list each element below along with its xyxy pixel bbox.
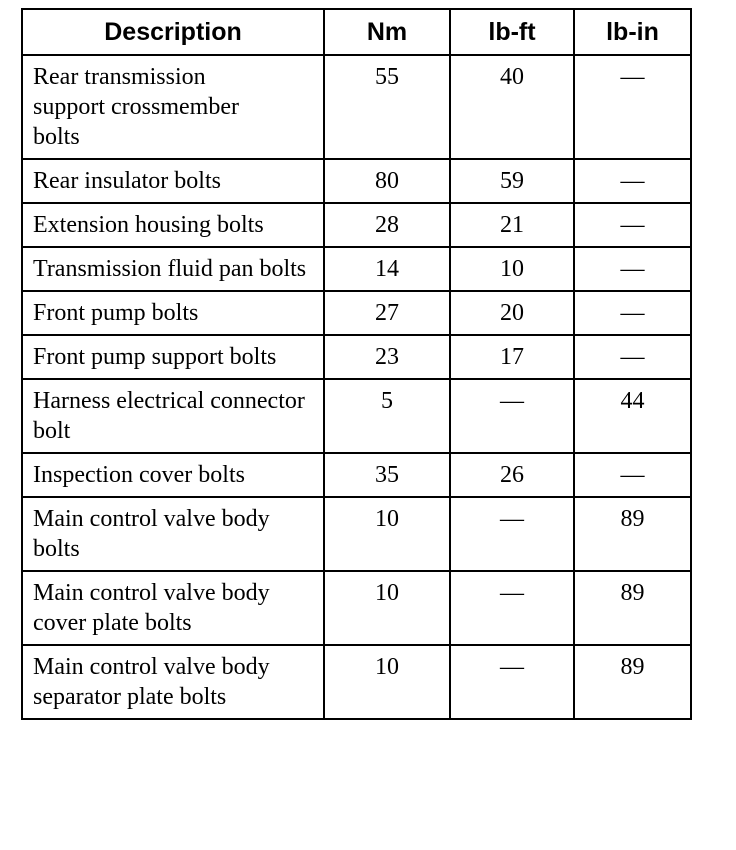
cell-lb-in: 89 bbox=[574, 645, 691, 719]
cell-description: Main control valve body bolts bbox=[22, 497, 324, 571]
cell-nm: 10 bbox=[324, 571, 450, 645]
cell-lb-in: — bbox=[574, 247, 691, 291]
cell-lb-in: — bbox=[574, 335, 691, 379]
cell-nm: 5 bbox=[324, 379, 450, 453]
table-row bbox=[22, 55, 691, 159]
header-description: Description bbox=[22, 9, 324, 55]
cell-lb-ft: — bbox=[450, 571, 574, 645]
cell-description: Main control valve body separator plate bolts bbox=[22, 645, 324, 719]
cell-description: Front pump bolts bbox=[22, 291, 324, 335]
cell-description: Inspection cover bolts bbox=[22, 453, 324, 497]
header-lb-in: lb-in bbox=[574, 9, 691, 55]
table-row bbox=[22, 571, 691, 645]
table-row bbox=[22, 379, 691, 453]
cell-description: Harness electrical connector bolt bbox=[22, 379, 324, 453]
cell-nm: 10 bbox=[324, 497, 450, 571]
header-row bbox=[22, 9, 691, 55]
cell-nm: 28 bbox=[324, 203, 450, 247]
table-row bbox=[22, 645, 691, 719]
cell-lb-ft: — bbox=[450, 645, 574, 719]
table-row bbox=[22, 247, 691, 291]
cell-nm: 35 bbox=[324, 453, 450, 497]
cell-nm: 10 bbox=[324, 645, 450, 719]
table-row bbox=[22, 159, 691, 203]
cell-description: Front pump support bolts bbox=[22, 335, 324, 379]
cell-lb-in: — bbox=[574, 291, 691, 335]
cell-lb-ft: 26 bbox=[450, 453, 574, 497]
cell-nm: 14 bbox=[324, 247, 450, 291]
table-row bbox=[22, 453, 691, 497]
cell-lb-in: — bbox=[574, 55, 691, 159]
cell-description: Extension housing bolts bbox=[22, 203, 324, 247]
cell-lb-in: 89 bbox=[574, 497, 691, 571]
cell-lb-ft: — bbox=[450, 379, 574, 453]
cell-lb-ft: 10 bbox=[450, 247, 574, 291]
header-lb-ft: lb-ft bbox=[450, 9, 574, 55]
cell-description: Main control valve body cover plate bolts bbox=[22, 571, 324, 645]
cell-lb-ft: 21 bbox=[450, 203, 574, 247]
cell-lb-ft: 20 bbox=[450, 291, 574, 335]
header-nm: Nm bbox=[324, 9, 450, 55]
cell-lb-ft: 17 bbox=[450, 335, 574, 379]
cell-lb-in: 89 bbox=[574, 571, 691, 645]
torque-spec-table bbox=[21, 8, 692, 720]
cell-lb-ft: — bbox=[450, 497, 574, 571]
cell-lb-ft: 40 bbox=[450, 55, 574, 159]
cell-lb-in: 44 bbox=[574, 379, 691, 453]
cell-nm: 55 bbox=[324, 55, 450, 159]
table-row bbox=[22, 335, 691, 379]
table-row bbox=[22, 203, 691, 247]
cell-lb-in: — bbox=[574, 453, 691, 497]
table-row bbox=[22, 291, 691, 335]
cell-nm: 80 bbox=[324, 159, 450, 203]
cell-description: Rear transmission support crossmember bolts bbox=[22, 55, 324, 159]
cell-nm: 23 bbox=[324, 335, 450, 379]
cell-lb-in: — bbox=[574, 159, 691, 203]
table-row bbox=[22, 497, 691, 571]
cell-description: Rear insulator bolts bbox=[22, 159, 324, 203]
cell-description: Transmission fluid pan bolts bbox=[22, 247, 324, 291]
cell-lb-ft: 59 bbox=[450, 159, 574, 203]
cell-nm: 27 bbox=[324, 291, 450, 335]
cell-lb-in: — bbox=[574, 203, 691, 247]
